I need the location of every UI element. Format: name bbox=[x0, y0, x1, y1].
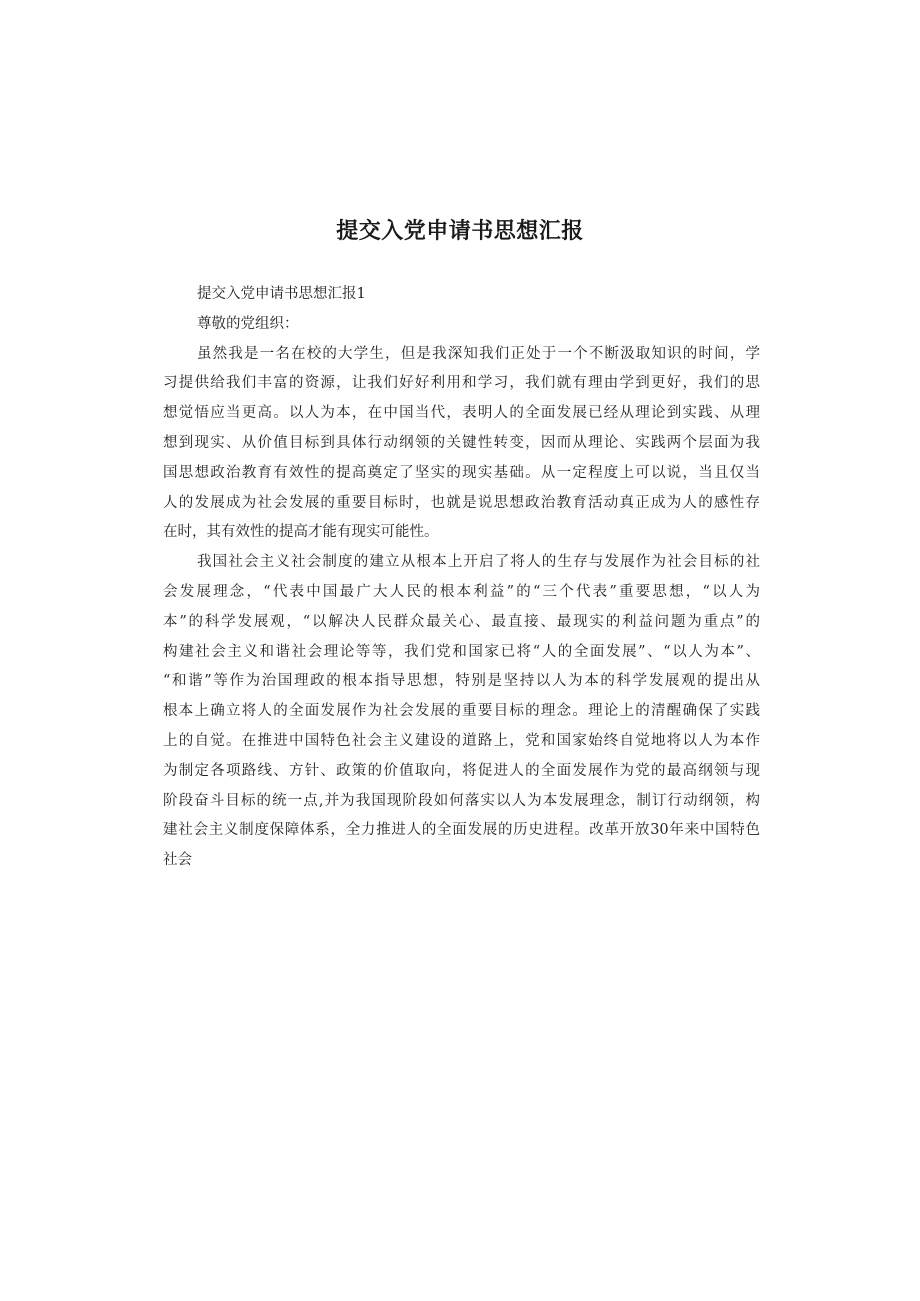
paragraph-line: 习提供给我们丰富的资源，让我们好好利用和学习，我们就有理由学到更好，我们的思 bbox=[163, 375, 760, 392]
paragraph-line: 建社会主义制度保障体系，全力推进人的全面发展的历史进程。改革开放30年来中国特色 bbox=[163, 822, 760, 839]
paragraph-line: 我国社会主义社会制度的建立从根本上开启了将人的生存与发展作为社会目标的社 bbox=[197, 554, 760, 571]
salutation: 尊敬的党组织： bbox=[197, 315, 299, 332]
paragraph-line: 会发展理念，“代表中国最广大人民的根本利益”的“三个代表”重要思想，“以人为 bbox=[163, 583, 760, 600]
paragraph-line: 社会 bbox=[163, 852, 192, 869]
paragraph-line: “和谐”等作为治国理政的根本指导思想，特别是坚持以人为本的科学发展观的提出从 bbox=[163, 673, 760, 690]
document-body bbox=[163, 280, 760, 876]
paragraph-line: 虽然我是一名在校的大学生，但是我深知我们正处于一个不断汲取知识的时间，学 bbox=[197, 345, 760, 362]
paragraph-line: 上的自觉。在推进中国特色社会主义建设的道路上，党和国家始终自觉地将以人为本作 bbox=[163, 732, 760, 749]
paragraph-line: 国思想政治教育有效性的提高奠定了坚实的现实基础。从一定程度上可以说，当且仅当 bbox=[163, 464, 760, 481]
paragraph-line: 在时，其有效性的提高才能有现实可能性。 bbox=[163, 524, 439, 541]
paragraph-line: 想觉悟应当更高。以人为本，在中国当代，表明人的全面发展已经从理论到实践、从理 bbox=[163, 405, 760, 422]
section-subheading: 提交入党申请书思想汇报1 bbox=[197, 286, 366, 302]
paragraph-line: 本”的科学发展观，“以解决人民群众最关心、最直接、最现实的利益问题为重点”的 bbox=[163, 613, 760, 630]
document-title: 提交入党申请书思想汇报 bbox=[336, 219, 584, 244]
paragraph-line: 想到现实、从价值目标到具体行动纲领的关键性转变，因而从理论、实践两个层面为我 bbox=[163, 434, 760, 451]
paragraph-line: 根本上确立将人的全面发展作为社会发展的重要目标的理念。理论上的清醒确保了实践 bbox=[163, 703, 760, 720]
paragraph-2 bbox=[163, 548, 760, 876]
paragraph-line: 人的发展成为社会发展的重要目标时，也就是说思想政治教育活动真正成为人的感性存 bbox=[163, 494, 760, 511]
paragraph-line: 构建社会主义和谐社会理论等等，我们党和国家已将“人的全面发展”、“以人为本”、 bbox=[163, 643, 760, 660]
paragraph-line: 为制定各项路线、方针、政策的价值取向，将促进人的全面发展作为党的最高纲领与现 bbox=[163, 762, 760, 779]
paragraph-1 bbox=[163, 340, 760, 549]
paragraph-line: 阶段奋斗目标的统一点,并为我国现阶段如何落实以人为本发展理念，制订行动纲领，构 bbox=[163, 792, 760, 809]
